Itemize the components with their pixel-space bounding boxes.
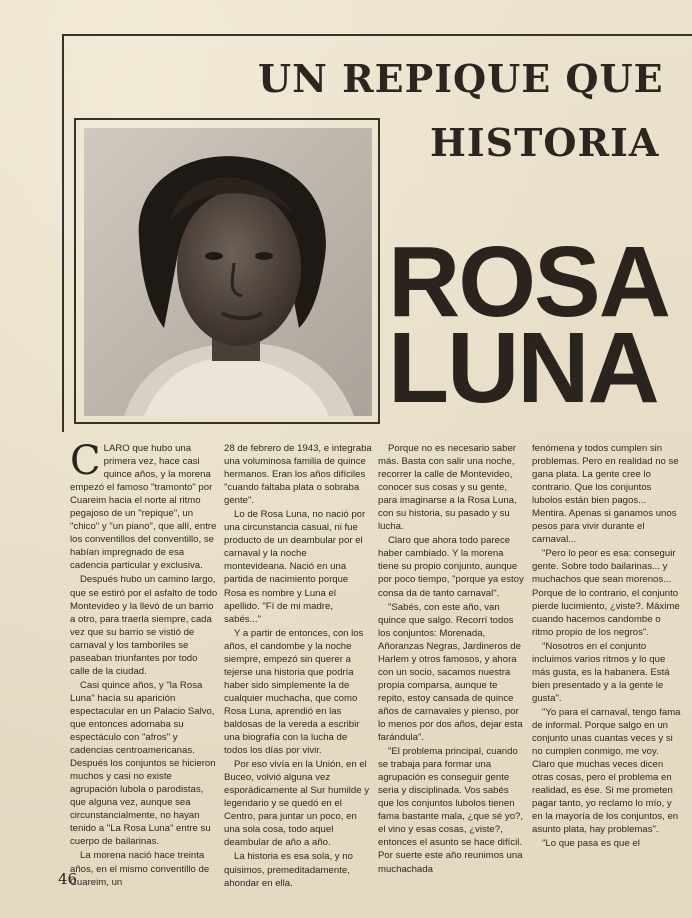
paragraph-6: Lo de Rosa Luna, no nació por una circunstancia casual, ni fue producto de un deambular por el carnaval y la noche montevideana. Nació en una partida de nacimiento porque Rosa es nombre y Luna el apellido. "Fí de mi madre, sabés..."	[224, 509, 366, 625]
portrait-photo	[84, 128, 372, 416]
name-line-1: ROSA	[388, 226, 669, 338]
headline-line-2: HISTORIA	[430, 120, 660, 165]
paragraph-17: "Yo para el carnaval, tengo fama de informal. Porque salgo en un conjunto unas cuantas veces y si no cumplen conmigo, me voy. Claro que muchas veces dicen otras cosas, pero el problema en realidad, es ése. Si me prometen pagar tanto, yo reclamo lo mío, y en la mayoría de los conjuntos, en asunto plata, hay problemas".	[532, 706, 681, 836]
frame-rule-left	[62, 34, 64, 432]
paragraph-1-text: LARO que hubo una primera vez, hace casi quince años, y la morena empezó el famoso "tramonto" por Cuareim hacia el norte al ritmo pegajoso de un "repique", un "chico" y "un piano", que allí, entre los conventillos del conventillo, se habían impregnado de esa cadencia particular y exclusiva.	[70, 443, 217, 572]
paragraph-10: Porque no es necesario saber más. Basta con salir una noche, recorrer la calle de Montevideo, conocer sus cosas y su gente, para imaginarse a la Rosa Luna, con su historia, su pasado y su lucha.	[378, 443, 517, 533]
text-column-2	[224, 442, 372, 890]
frame-rule-top	[62, 34, 692, 36]
text-column-1	[70, 438, 218, 889]
name-line-2: LUNA	[388, 312, 658, 424]
paragraph-1	[70, 438, 218, 572]
headline-line-1: UN REPIQUE QUE	[258, 56, 664, 101]
paragraph-5: 28 de febrero de 1943, e integraba una voluminosa familia de quince hermanos. Eran los años difíciles "cuando faltaba plata o sobraba gente".	[224, 443, 372, 507]
paragraph-16: "Nosotros en el conjunto incluimos varios ritmos y lo que más gusta, es la habanera. Está bien presentado y a la gente le gusta".	[532, 640, 670, 704]
paragraph-11: Claro que ahora todo parece haber cambiado. Y la morena tiene su propio conjunto, aunque por poco tiempo, "porque ya estoy consa da de tanto carnaval".	[378, 535, 524, 599]
paragraph-8: Por eso vivía en la Unión, en el Buceo, volvió alguna vez esporádicamente al Sur humilde y legendario y se quedó en el Centro, para juntar un poco, en una sola cosa, todo aquel deambular de año a año.	[224, 759, 370, 849]
paragraph-14: fenómena y todos cumplen sin problemas. Pero en realidad no se gana plata. La gente cree lo contrario. Que los conjuntos lubolos están bien pagos... Mentira. Apenas si ganamos unos pesos para vivir durante el carnaval...	[532, 443, 679, 546]
paragraph-3: Casi quince años, y "la Rosa Luna" hacía su aparición espectacular en un Palacio Salvo, que entonces adornaba su espectáculo con "afros" y cadencias centroamericanas. Después los conjuntos se hicieron muchos y casi no existe agrupación lubola o parodistas, que alguna vez, aunque sea circunstancialmente, no hayan tenido a "La Rosa Luna" entre su cuerpo de bailarinas.	[70, 679, 216, 848]
paragraph-9: La historia es esa sola, y no quisimos, premeditadamente, ahondar en ella.	[224, 851, 353, 889]
paragraph-12: "Sabés, con este año, van quince que salgo. Recorrí todos los conjuntos: Morenada, Añoranzas Negras, Jardineros de Harlem y otros famosos, y ahora con un socio, sacamos nuestra propia comparsa, aunque te repito, estoy cansada de quince años de carnavales y pienso, por lo menos por dos años, dejar esta farándula".	[378, 601, 523, 744]
text-column-4	[532, 442, 682, 850]
drop-cap: C	[70, 438, 101, 484]
paragraph-13: "El problema principal, cuando se trabaja para formar una agrupación es conseguir gente seria y disciplinada. Vos sabés que los conjuntos lubolos tienen fama bastante mala, ¿que sé yo?, el vino y esas cosas, ¿viste?, entonces el asunto se hace difícil. Por suerte este año reunimos una muchachada	[378, 746, 524, 875]
page-number: 46	[58, 870, 78, 888]
portrait-illustration	[84, 128, 372, 416]
paragraph-2: Después hubo un camino largo, que se estiró por el asfalto de todo Montevideo y la llevó de un barrio a otro, para traerla siempre, cada vez que su barrio se vistió de carnaval y los tamboriles se paseaban triunfantes por todo calle de la ciudad.	[70, 574, 218, 677]
paragraph-18: "Lo que pasa es que el	[542, 838, 640, 850]
paragraph-7: Y a partir de entonces, con los años, el candombe y la noche siempre, empezó sin querer a tejerse una historia que podría haber sido simplemente la de cualquier muchacha, que como Rosa Luna, aprendió en las baldosas de la vereda a escribir una biografía con la lucha de todos los días por vivir.	[224, 627, 364, 757]
text-column-3	[378, 442, 526, 876]
paragraph-15: "Pero lo peor es esa: conseguir gente. Sobre todo bailarinas... y muchachos que sean morenos... Porque de lo contrario, el conjunto pierde lucimiento, ¿viste?. Máxime cuando hacemos candombe o ritmo propio de los negros".	[532, 548, 680, 638]
paragraph-4: La morena nació hace treinta años, en el mismo conventillo de Cuareim, un	[70, 850, 210, 888]
